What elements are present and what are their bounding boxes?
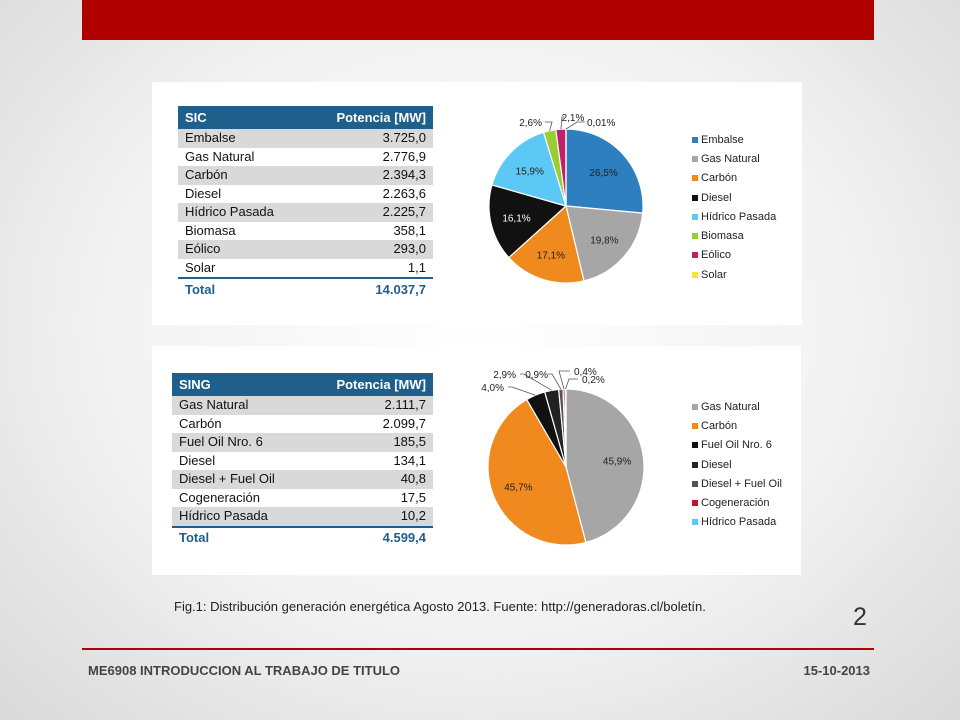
sing-legend-item — [692, 436, 782, 455]
sing-legend-swatch — [692, 462, 698, 468]
sing-legend-swatch — [692, 404, 698, 410]
sing-power-cell: 17,5 — [306, 489, 433, 508]
sic-value-label: 2,6% — [519, 118, 542, 129]
sing-legend-item — [692, 493, 782, 512]
sic-legend-item — [692, 149, 776, 168]
sic-power-cell: 2.263,6 — [305, 185, 433, 204]
sing-value-label: 4,0% — [481, 383, 504, 394]
sing-legend-item — [692, 513, 782, 532]
sing-source-cell: Carbón — [172, 415, 306, 434]
sing-legend-swatch — [692, 500, 698, 506]
sic-power-cell: 293,0 — [305, 240, 433, 259]
sic-legend-swatch — [692, 214, 698, 220]
sic-power-cell: 2.225,7 — [305, 203, 433, 222]
sing-source-cell: Diesel — [172, 452, 306, 471]
slide-date: 15-10-2013 — [803, 663, 870, 678]
sic-legend-label: Solar — [701, 268, 727, 281]
sing-legend-label: Gas Natural — [701, 400, 760, 413]
sic-legend-label: Biomasa — [701, 230, 744, 243]
sic-legend-swatch — [692, 156, 698, 162]
sic-power-cell: 2.776,9 — [305, 148, 433, 167]
figure-caption: Fig.1: Distribución generación energética Agosto 2013. Fuente: http://generadoras.cl/boletín. — [174, 599, 706, 614]
sing-legend-item — [692, 416, 782, 435]
sic-legend-swatch — [692, 137, 698, 143]
sing-column-header: SING — [172, 373, 306, 396]
sing-power-cell: 2.111,7 — [306, 396, 433, 415]
sing-power-cell: 2.099,7 — [306, 415, 433, 434]
sic-value-label: 16,1% — [502, 213, 531, 225]
sic-power-cell: 358,1 — [305, 222, 433, 241]
sing-legend — [692, 397, 782, 532]
sic-legend — [692, 130, 776, 284]
sic-legend-item — [692, 169, 776, 188]
sic-legend-swatch — [692, 175, 698, 181]
sing-source-cell: Hídrico Pasada — [172, 507, 306, 527]
sic-total-value: 14.037,7 — [305, 278, 433, 301]
sic-legend-label: Hídrico Pasada — [701, 210, 777, 223]
sic-power-cell: 2.394,3 — [305, 166, 433, 185]
sic-source-cell: Gas Natural — [178, 148, 305, 167]
sing-legend-item — [692, 455, 782, 474]
sic-leader-line — [545, 122, 552, 131]
sic-value-label: 19,8% — [590, 235, 619, 247]
sing-legend-label: Cogeneración — [701, 497, 770, 510]
sing-source-cell: Gas Natural — [172, 396, 306, 415]
sic-column-header: SIC — [178, 106, 305, 129]
sing-source-cell: Diesel + Fuel Oil — [172, 470, 306, 489]
sic-value-label: 2,1% — [561, 113, 585, 124]
sing-value-label: 45,9% — [602, 456, 632, 468]
sic-legend-item — [692, 130, 776, 149]
sing-legend-label: Diesel — [701, 458, 732, 471]
sic-value-label: 26,5% — [589, 167, 618, 179]
sing-legend-label: Diesel + Fuel Oil — [701, 477, 783, 490]
sic-legend-item — [692, 188, 776, 207]
sing-power-cell: 10,2 — [306, 507, 433, 527]
sic-legend-label: Gas Natural — [701, 152, 760, 165]
sing-figure-panel — [152, 346, 801, 575]
sic-legend-label: Embalse — [701, 133, 744, 146]
sing-power-cell: 185,5 — [306, 433, 433, 452]
sing-legend-swatch — [692, 442, 698, 448]
sic-source-cell: Embalse — [178, 129, 305, 148]
sic-power-cell: 3.725,0 — [305, 129, 433, 148]
sic-source-cell: Diesel — [178, 185, 305, 204]
sic-legend-item — [692, 226, 776, 245]
sing-leader-line — [508, 387, 536, 395]
sing-value-label: 45,7% — [504, 482, 533, 494]
sing-legend-label: Fuel Oil Nro. 6 — [701, 439, 772, 452]
course-title: ME6908 INTRODUCCION AL TRABAJO DE TITULO — [88, 663, 401, 678]
page-number: 2 — [853, 603, 867, 631]
sic-value-label: 0,01% — [587, 118, 616, 129]
sing-value-label: 2,9% — [493, 370, 516, 381]
sic-legend-swatch — [692, 233, 698, 239]
sing-value-label: 0,2% — [582, 375, 605, 386]
sic-legend-item — [692, 265, 776, 284]
sing-power-cell: 40,8 — [306, 470, 433, 489]
sic-source-cell: Solar — [178, 259, 305, 279]
sing-total-label: Total — [172, 527, 306, 550]
sing-legend-swatch — [692, 481, 698, 487]
sic-column-header: Potencia [MW] — [305, 106, 433, 129]
sing-legend-item — [692, 397, 782, 416]
sic-legend-label: Carbón — [701, 172, 738, 185]
sing-value-label: 0,4% — [574, 367, 597, 378]
sing-legend-swatch — [692, 423, 698, 429]
sic-legend-item — [692, 207, 776, 226]
sing-legend-label: Hídrico Pasada — [701, 516, 777, 529]
sic-power-cell: 1,1 — [305, 259, 433, 279]
sic-legend-swatch — [692, 252, 698, 258]
title-bar — [82, 0, 874, 40]
sing-source-cell: Fuel Oil Nro. 6 — [172, 433, 306, 452]
sic-legend-label: Eólico — [701, 249, 731, 262]
sing-power-cell: 134,1 — [306, 452, 433, 471]
sic-legend-item — [692, 246, 776, 265]
sic-value-label: 17,1% — [536, 250, 566, 262]
sic-legend-swatch — [692, 195, 698, 201]
sing-total-value: 4.599,4 — [306, 527, 433, 550]
sing-source-cell: Cogeneración — [172, 489, 306, 508]
sic-legend-label: Diesel — [701, 191, 732, 204]
sic-source-cell: Biomasa — [178, 222, 305, 241]
sing-leader-line — [548, 374, 561, 389]
sic-source-cell: Eólico — [178, 240, 305, 259]
sic-legend-swatch — [692, 272, 698, 278]
sing-column-header: Potencia [MW] — [306, 373, 433, 396]
footer-divider — [82, 648, 874, 650]
sic-value-label: 15,9% — [515, 166, 544, 178]
sing-value-label: 0,9% — [525, 370, 548, 381]
sic-figure-panel — [152, 82, 802, 325]
sing-legend-item — [692, 474, 782, 493]
sic-source-cell: Hídrico Pasada — [178, 203, 305, 222]
sic-source-cell: Carbón — [178, 166, 305, 185]
sing-legend-swatch — [692, 519, 698, 525]
sing-legend-label: Carbón — [701, 419, 738, 432]
sic-total-label: Total — [178, 278, 305, 301]
sing-leader-line — [566, 379, 579, 389]
